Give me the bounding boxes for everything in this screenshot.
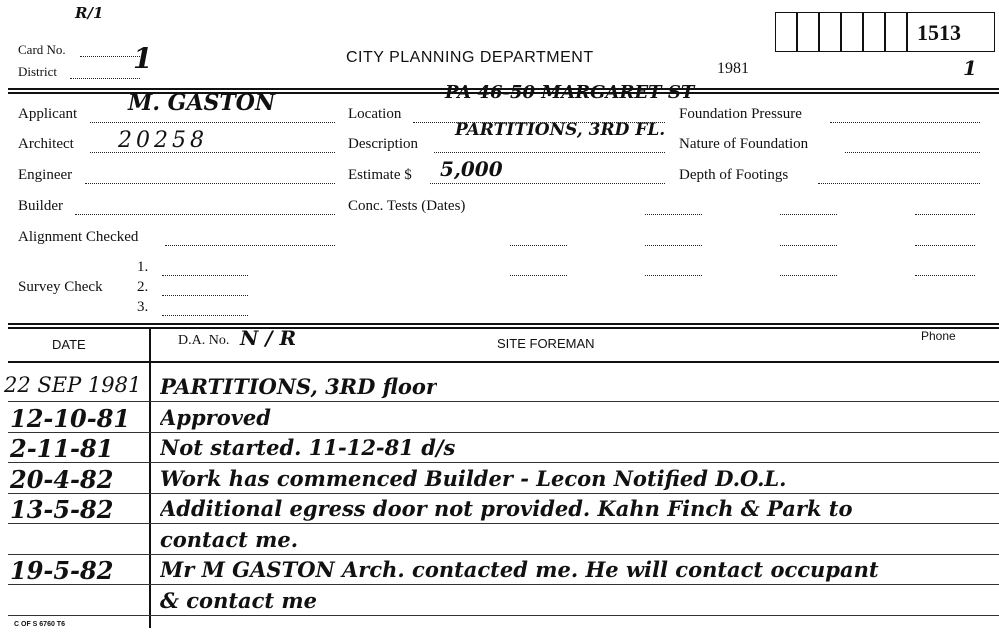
log-entry: Approved (160, 405, 271, 430)
log-entry: Not started. 11-12-81 d/s (160, 435, 456, 460)
department-title: CITY PLANNING DEPARTMENT (346, 49, 594, 66)
log-date: 12-10-81 (10, 404, 131, 433)
survey-item: 1. (137, 259, 149, 275)
conc-tests-dots (645, 245, 702, 246)
log-entry: & contact me (160, 588, 318, 613)
foundation-pressure-label: Foundation Pressure (679, 106, 802, 122)
conc-tests-dots (645, 214, 702, 215)
log-row-rule (8, 523, 999, 524)
card-no-value: 1 (133, 42, 153, 75)
description-label: Description (348, 136, 418, 152)
builder-label: Builder (18, 198, 63, 214)
alignment-dots (165, 245, 335, 246)
depth-footings-label: Depth of Footings (679, 167, 789, 183)
year-label: 1981 (717, 60, 749, 77)
survey-item: 2. (137, 279, 149, 295)
log-date: 19-5-82 (10, 556, 114, 585)
district-label: District (18, 64, 57, 79)
log-entry: Work has commenced Builder - Lecon Notified D.O.L. (160, 466, 787, 491)
applicant-value: M. GASTON (128, 90, 276, 116)
log-top-rule (8, 327, 999, 329)
log-date: 2-11-81 (10, 434, 114, 463)
survey-dots (162, 315, 248, 316)
conc-tests-dots (510, 275, 567, 276)
location-value: PA 46-50 MARGARET ST (445, 82, 695, 103)
log-entry: contact me. (160, 527, 299, 552)
estimate-value: 5,000 (440, 157, 503, 181)
conc-tests-dots (780, 214, 837, 215)
description-dots (434, 152, 665, 153)
log-header-rule (8, 361, 999, 363)
log-entry: Additional egress door not provided. Kahn Finch & Park to (160, 496, 853, 521)
da-no-value: N / R (240, 326, 297, 350)
district-dots (70, 78, 140, 79)
footer-code: C OF S 6760 T6 (14, 621, 65, 628)
box-divider (862, 12, 864, 52)
year-mark: 1 (963, 56, 977, 80)
box-divider (818, 12, 820, 52)
log-row-rule (8, 584, 999, 585)
engineer-label: Engineer (18, 167, 73, 183)
conc-tests-dots (915, 245, 975, 246)
conc-tests-dots (780, 245, 837, 246)
conc-tests-dots (780, 275, 837, 276)
description-value: PARTITIONS, 3RD FL. (455, 120, 666, 140)
site-foreman-header: SITE FOREMAN (497, 336, 595, 351)
corner-mark: R/1 (75, 4, 104, 22)
phone-header: Phone (921, 329, 956, 343)
survey-label: Survey Check (18, 279, 103, 295)
applicant-label: Applicant (18, 106, 78, 122)
depth-footings-dots (818, 183, 980, 184)
estimate-label: Estimate $ (348, 167, 412, 183)
box-divider (906, 12, 908, 52)
builder-dots (75, 214, 335, 215)
location-label: Location (348, 106, 402, 122)
nature-foundation-dots (845, 152, 980, 153)
survey-dots (162, 295, 248, 296)
log-date: 13-5-82 (10, 495, 114, 524)
conc-tests-dots (645, 275, 702, 276)
architect-label: Architect (18, 136, 74, 152)
estimate-dots (430, 183, 665, 184)
conc-tests-dots (915, 214, 975, 215)
log-entry: Mr M GASTON Arch. contacted me. He will contact occupant (160, 557, 879, 582)
log-date: 22 SEP 1981 (4, 373, 142, 397)
engineer-dots (85, 183, 335, 184)
date-header: DATE (52, 337, 86, 352)
applicant-dots (90, 122, 335, 123)
da-no-label: D.A. No. (178, 333, 230, 348)
log-row-rule (8, 462, 999, 463)
box-divider (796, 12, 798, 52)
card-number: 1513 (917, 20, 961, 45)
conc-tests-label: Conc. Tests (Dates) (348, 198, 466, 214)
log-date: 20-4-82 (10, 465, 114, 494)
card-no-label: Card No. (18, 42, 66, 57)
foundation-pressure-dots (830, 122, 980, 123)
date-column-divider (149, 328, 151, 628)
log-top-rule (8, 323, 999, 325)
architect-value: 20258 (118, 128, 208, 153)
log-row-rule (8, 432, 999, 433)
log-row-rule (8, 493, 999, 494)
log-entry: PARTITIONS, 3RD floor (160, 374, 437, 399)
survey-item: 3. (137, 299, 149, 315)
alignment-label: Alignment Checked (18, 229, 139, 245)
card-no-dots (80, 56, 140, 57)
conc-tests-dots (915, 275, 975, 276)
log-row-rule (8, 554, 999, 555)
log-row-rule (8, 615, 999, 616)
box-divider (884, 12, 886, 52)
survey-dots (162, 275, 248, 276)
nature-foundation-label: Nature of Foundation (679, 136, 809, 152)
conc-tests-dots (510, 245, 567, 246)
log-row-rule (8, 401, 999, 402)
box-divider (840, 12, 842, 52)
